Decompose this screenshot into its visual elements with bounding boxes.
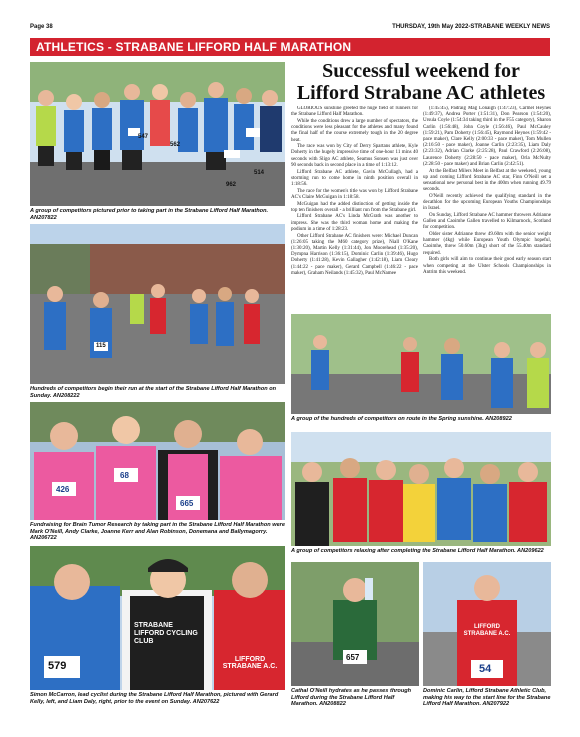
bib-number: 562 <box>170 142 181 148</box>
paragraph: O'Neill recently achieved the qualifying standard in the decathlon for the upcoming European Youths Championships in Israel. <box>423 193 551 212</box>
club-vest-text: LIFFORD STRABANE A.C. <box>463 624 511 637</box>
bib-number: 514 <box>254 170 265 176</box>
bib-number: 115 <box>96 343 106 349</box>
bib-number: 579 <box>48 660 67 672</box>
paragraph: Both girls will aim to continue their good early season start when competing at the Ulster Schools Championships in Antrim this weekend. <box>423 257 551 275</box>
photo-lead-cyclist <box>30 546 285 690</box>
bib-number: 426 <box>56 485 70 494</box>
photo-caption: A group of the hundreds of competitors on route in the Spring sunshine. AN208922 <box>291 416 512 422</box>
photo-caption: Cathal O'Neill hydrates as he passes through Lifford during the Strabane Lifford Half Marathon. AN208822 <box>291 688 412 708</box>
photo-fundraisers <box>30 402 285 520</box>
photo-caption: Dominic Carlin, Lifford Strabane Athletic Club, making his way to the start line for the Strabane Lifford Half Marathon. AN207922 <box>423 688 551 708</box>
photo-post-race-group <box>291 432 551 546</box>
page-header <box>30 22 550 34</box>
article-column-1 <box>291 106 418 312</box>
paragraph: At the Belfast Milers Meet in Belfast at the weekend, young up and coming Lifford Strabane AC star, Finn O'Neill set a sensational new personal best in the 400m when running 49.79 seconds. <box>423 168 551 193</box>
photo-group-prerace <box>30 62 285 206</box>
photo-caption: A group of competitors relaxing after completing the Strabane Lifford Half Marathon. AN209622 <box>291 548 544 554</box>
article-headline: Successful weekend for Lifford Strabane AC athletes <box>296 60 546 104</box>
photo-caption: Simon McCarron, lead cyclist during the Strabane Lifford Half Marathon, pictured with Gerard Kelly, left, and Liam Daly, right, prior to the event on Sunday. AN207622 <box>30 692 279 705</box>
paragraph: Other Lifford Strabane AC finishers were: Michael Duncan (1:26:05 taking the M60 category prize), Niall O'Kane (1:30:20), Martin Kelly (1:31:44), Jon Moorehead (1:35:20), Dympna Harrison (1:36:15), Dominic Carlin (1:39:46), Hugo Doherty (1:41:28), Kevin Gallagher (1:42:18), Liam Cleary (1:44:22 - pace maker), Gerard Campbell (1:46:22 - pace maker), Graham Neilands (1:45:32), Paul McNamee <box>291 233 418 276</box>
paragraph: Older sister Adrianne threw 49.60m with the senior weight hammer (4kg) while European Youth Olympic hopeful, Caoimhe, threw 50.60m (3kg) short of the 55.40m standard required. <box>423 232 551 256</box>
cycling-club-shirt: STRABANE LIFFORD CYCLING CLUB <box>134 622 198 645</box>
paragraph: McGuigan had the added distinction of getting inside the top ten finishers overall - a brilliant run from the Strabane girl. <box>291 201 418 213</box>
paragraph: GLORIOUS sunshine greeted the huge field of runners for the Strabane Lifford Half Marathon. <box>291 106 418 118</box>
bib-number: 54 <box>479 663 492 675</box>
photo-race-start <box>30 224 285 384</box>
photo-caption: Hundreds of competitors begin their run at the start of the Strabane Lifford Half Marathon on Sunday. AN208222 <box>30 386 277 399</box>
paragraph: (1:45:45), Padraig Mag Lonaigh (1:47:23), Carmel Heynes (1:49:37), Andrea Porter (1:51:31), Don Pearson (1:54:20), Ursula Coyle (1:54:34 taking third in the F55 category), Sharon Carlin (1:56:48), John Coyle (1:56:46), Paul McCauley (1:59:21), Pam Doherty (1:56:45), Raymond Heynes (1:59:42 - pace maker), Clare Kelly (2:00:33 - pace maker), Tom Mullen (2:16:50 - pace maker), Joanne Carlin (2:23:35), Liam Daly (2:23:32), Adrian Clarke (2:25:28), Paul Crawford (2:26:08), Laurence Doherty (2:28:50 - pace maker), Orla McNulty (2:28:50 - pace maker) and Brian Carlin (2:42:51). <box>423 106 551 167</box>
bib-number: 657 <box>346 653 360 662</box>
paragraph: Lifford Strabane AC athlete, Gavin McCullagh, had a storming run to come home in ninth position overall in 1:18:56. <box>291 169 418 187</box>
photo-runner-hydrating <box>291 562 419 686</box>
bib-number: 962 <box>226 182 237 188</box>
paragraph: Lifford Strabane AC's Linda McGrath was another to impress. She was the third woman home and making the podium in a time of 1:28:23. <box>291 214 418 232</box>
paragraph: While the conditions drew a large number of spectators, the conditions were less pleasant for the athletes and many found the final half of the course extremely tough in the 20 degree heat. <box>291 118 418 143</box>
page-number: Page 38 <box>30 24 53 30</box>
photo-caption: Fundraising for Brain Tumor Research by taking part in the Strabane Lifford Half Marathon were Mark O'Neill, Andy Clarke, Joanne Kerr and Alan Robinson, Donemana and Ballymagorry. AN206722 <box>30 522 285 542</box>
club-vest-text: LIFFORD STRABANE A.C. <box>222 656 278 670</box>
paragraph: The race was won by City of Derry Spartans athlete, Kyle Doherty in the hugely impressive time of one-hour 11 mins 40 seconds with Sligo AC athlete, Seamus Sonsen was just over 90 seconds back in second place in a time of 1:13:12. <box>291 144 418 168</box>
photo-club-runner <box>423 562 551 686</box>
section-banner <box>30 38 550 56</box>
paper-dateline: THURSDAY, 19th May 2022-STRABANE WEEKLY NEWS <box>392 24 550 30</box>
photo-caption: A group of competitors pictured prior to taking part in the Strabane Lifford Half Marathon. AN207822 <box>30 208 269 221</box>
banner-title: ATHLETICS - STRABANE LIFFORD HALF MARATHON <box>36 40 352 54</box>
bib-number: 68 <box>120 471 129 480</box>
photo-on-route <box>291 314 551 414</box>
paragraph: On Sunday, Lifford Strabane AC hammer throwers Adrianne Gallen and Caoimhe Gallen travelled to Kilmarnock, Scotland for competition. <box>423 212 551 231</box>
bib-number: 665 <box>180 499 194 508</box>
article-column-2 <box>423 106 551 312</box>
bib-number: 547 <box>138 134 149 140</box>
paragraph: The race for the women's title was won by Lifford Strabane AC's Claire McGuigan in 1:18:58. <box>291 188 418 200</box>
